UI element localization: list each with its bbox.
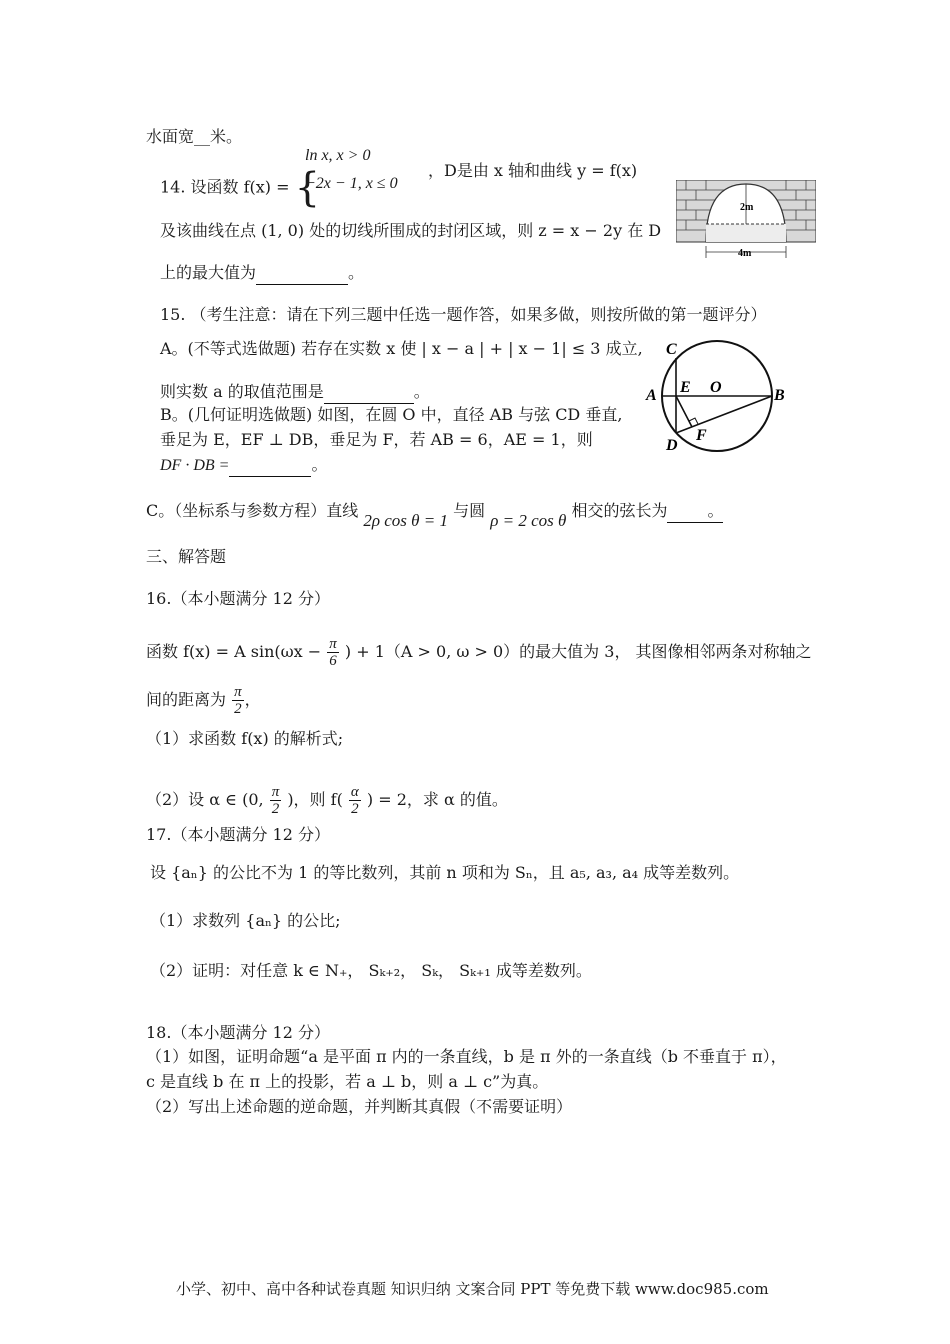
q16-line1 [146, 636, 812, 669]
q16-p2-frac2 [349, 784, 361, 817]
frac-numerator: π [271, 784, 280, 800]
q16-p2-mid: )，则 f( [287, 790, 343, 809]
q15-c-prefix: C。（坐标系与参数方程）直线 [146, 501, 359, 520]
frac-numerator: π [329, 636, 337, 652]
q15-c-suffix: 相交的弦长为 [571, 501, 668, 520]
q15-b-line1: B。(几何证明选做题) 如图，在圆 O 中，直径 AB 与弦 CD 垂直, [160, 405, 623, 424]
q15-b-line2: 垂足为 E，EF ⊥ DB，垂足为 F，若 AB = 6，AE = 1，则 [160, 430, 593, 449]
section-title: 三、解答题 [146, 547, 227, 566]
arch-bridge-figure [676, 180, 816, 264]
q16-line2-prefix: 间的距离为 [146, 690, 227, 709]
q15-a-answer-blank [324, 381, 414, 404]
q16-func-suffix: 其图像相邻两条对称轴之 [635, 642, 812, 661]
q15-b-line3-text: DF · DB = [160, 457, 230, 474]
label-b: B [774, 387, 785, 404]
frac-denominator: 6 [329, 653, 337, 669]
q15-c-mid: 与圆 [453, 501, 486, 520]
q16-func-prefix: 函数 f(x) = A sin(ωx − [146, 642, 322, 661]
q15-a-line2: 则实数 a 的取值范围是 。 [160, 381, 430, 404]
label-a: A [646, 387, 657, 404]
q14-line1 [160, 165, 321, 211]
q14-line3: 上的最大值为 。 [160, 262, 364, 285]
piecewise-brace: { [294, 165, 321, 211]
q15-c-line [146, 500, 724, 530]
frac-denominator: 2 [351, 801, 359, 817]
q15-b-line3: DF · DB = 。 [160, 454, 327, 477]
q17-header: 17.（本小题满分 12 分） [146, 825, 330, 844]
q14-line1-suffix: ，D是由 x 轴和曲线 y = f(x) [428, 161, 638, 180]
q16-part2 [146, 784, 508, 817]
q16-part1: （1）求函数 f(x) 的解析式; [146, 729, 344, 748]
q17-part1: （1）求数列 {aₙ} 的公比; [150, 911, 341, 930]
q16-line2 [146, 684, 261, 717]
q13-tail: 水面宽__米。 [146, 127, 243, 146]
q14-line3-text: 上的最大值为 [160, 263, 257, 282]
q16-p2-prefix: （2）设 α ∈ (0, [146, 790, 264, 809]
q15-c-answer-blank: 。 [667, 500, 723, 523]
q16-func-mid: ) + 1（A > 0, ω > 0）的最大值为 3， [344, 642, 631, 661]
q15-a-line2-text: 则实数 a 的取值范围是 [160, 382, 324, 401]
label-o: O [710, 379, 722, 396]
q17-line1: 设 {aₙ} 的公比不为 1 的等比数列，其前 n 项和为 Sₙ，且 a₅, a₃, a₄ 成等差数列。 [150, 863, 740, 882]
label-c: C [666, 341, 677, 358]
label-d: D [666, 437, 678, 454]
q18-part1-line1: （1）如图，证明命题“a 是平面 π 内的一条直线，b 是 π 外的一条直线（b 不垂直于 π）， [146, 1047, 787, 1066]
bridge-width-label: 4m [738, 248, 752, 259]
q16-pi-over-6 [327, 636, 339, 669]
page-footer: 小学、初中、高中各种试卷真题 知识归纳 文案合同 PPT 等免费下载 www.doc985.com [176, 1280, 769, 1298]
frac-denominator: 2 [234, 701, 242, 717]
q17-part2: （2）证明：对任意 k ∈ N₊， Sₖ₊₂， Sₖ， Sₖ₊₁ 成等差数列。 [150, 961, 592, 980]
q14-case2: −2x − 1, x ≤ 0 [305, 175, 398, 192]
q14-line2: 及该曲线在点 (1, 0) 处的切线所围成的封闭区域，则 z = x − 2y 在 D [160, 221, 662, 240]
q14-case1: ln x, x > 0 [305, 147, 371, 164]
q15-c-line-equation: 2ρ cos θ = 1 [363, 511, 448, 530]
q14-answer-blank [256, 262, 348, 285]
q16-p2-frac1 [270, 784, 282, 817]
q14-function-prefix: 14. 设函数 f(x) = [160, 177, 290, 197]
frac-denominator: 2 [271, 801, 280, 817]
frac-numerator: α [350, 784, 359, 800]
q18-part2: （2）写出上述命题的逆命题，并判断其真假（不需要证明） [146, 1097, 573, 1116]
q15-c-circle-equation: ρ = 2 cos θ [490, 511, 567, 530]
bridge-height-label: 2m [740, 202, 754, 213]
q18-header: 18.（本小题满分 12 分） [146, 1023, 330, 1042]
q15-a-line1: A。(不等式选做题) 若存在实数 x 使 | x − a | + | x − 1| ≤ 3 成立, [160, 339, 643, 358]
label-e: E [680, 379, 691, 396]
q15-b-answer-blank [229, 454, 311, 477]
label-f: F [696, 427, 707, 444]
q18-part1-line2: c 是直线 b 在 π 上的投影，若 a ⊥ b，则 a ⊥ c”为真。 [146, 1072, 549, 1091]
q15-header: 15. （考生注意：请在下列三题中任选一题作答，如果多做，则按所做的第一题评分） [160, 305, 767, 324]
q16-line2-suffix: ， [244, 690, 261, 709]
circle-geometry-figure [640, 336, 790, 460]
q16-p2-suffix: ) = 2，求 α 的值。 [366, 790, 508, 809]
frac-numerator: π [234, 684, 242, 700]
q16-header: 16.（本小题满分 12 分） [146, 589, 330, 608]
q16-pi-over-2 [232, 684, 244, 717]
